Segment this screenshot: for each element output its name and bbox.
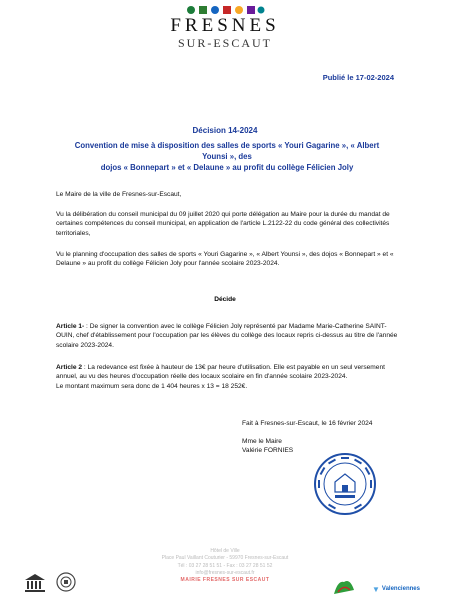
convention-heading [62,140,392,173]
unesco-logo-icon [24,572,46,594]
article-2-total: Le montant maximum sera donc de 1 404 heures x 13 = 18 252€. [56,382,248,390]
signature-place-date: Fait à Fresnes-sur-Escaut, le 16 février 2024 [242,420,373,427]
convention-line-2: dojos « Bonnepart » et « Delaune » au profit du collège Félicien Joly [100,163,354,172]
signature-title: Mme le Maire [242,438,282,445]
green-label-logo-icon [332,576,356,596]
vu-paragraph-2: Vu le planning d'occupation des salles de sports « Youri Gagarine », « Albert Younsi », des dojos « Bonnepart » et « Delaune » au profit du collège Félicien Joly pour l'année scolaire 2023-2024. [56,251,394,268]
heritage-logo-icon [56,572,76,592]
footer-line-2: Place Paul Vaillant Couturier - 59970 Fresnes-sur-Escaut [161,555,289,562]
valenciennes-logo [372,583,434,595]
decide-heading: Décide [214,296,236,303]
article-2 [56,363,401,391]
footer-line-1: Hôtel de Ville [210,548,240,554]
article-1 [56,322,401,350]
footer-line-5: MAIRIE FRESNES SUR ESCAUT [180,577,270,584]
article-1-label: Article 1- [56,323,85,330]
convention-line-1: Convention de mise à disposition des salles de sports « Youri Gagarine », « Albert Younsi », des [74,141,380,161]
article-2-label: Article 2 [56,364,83,371]
greeting-paragraph: Le Maire de la ville de Fresnes-sur-Escaut, [56,191,182,198]
town-logo-name: FRESNES [170,15,280,36]
article-2-text: : La redevance est fixée à hauteur de 13€ par heure d'utilisation. Elle est payable en un seul versement annuel, au vu des heures d'occupation réelle des locaux scolaire en fin d'année scolaire 2023-2024. [56,364,385,381]
footer-line-4: info@fresnes-sur-escaut.fr [195,569,255,576]
article-1-text: : De signer la convention avec le collège Félicien Joly représenté par Madame Marie-Catherine SAINT-OUIN, chef d'établissement pour l'occupation par les élèves du collège des locaux repris ci-dessus au titre de l'année scolaire 2023-2024. [56,323,398,349]
signature-name: Valérie FORNIES [242,447,294,455]
footer-line-3: Tél : 03 27 28 51 51 - Fax : 03 27 28 51 52 [177,562,273,569]
publication-date: Publié le 17-02-2024 [322,73,394,82]
valenciennes-label: Valenciennes [381,586,420,592]
vu-paragraph-1: Vu la délibération du conseil municipal du 09 juillet 2020 qui porte délégation au Maire pour la durée du mandat de certaines compétences du conseil municipal, en application de l'article L.2122-22 du code général des collectivités territoriales, [56,211,390,237]
valenciennes-mark-icon: ▼ [372,584,380,594]
decision-title: Décision 14-2024 [192,126,258,135]
mairie-stamp [313,452,377,516]
town-logo-sub: SUR-ESCAUT [177,36,272,50]
